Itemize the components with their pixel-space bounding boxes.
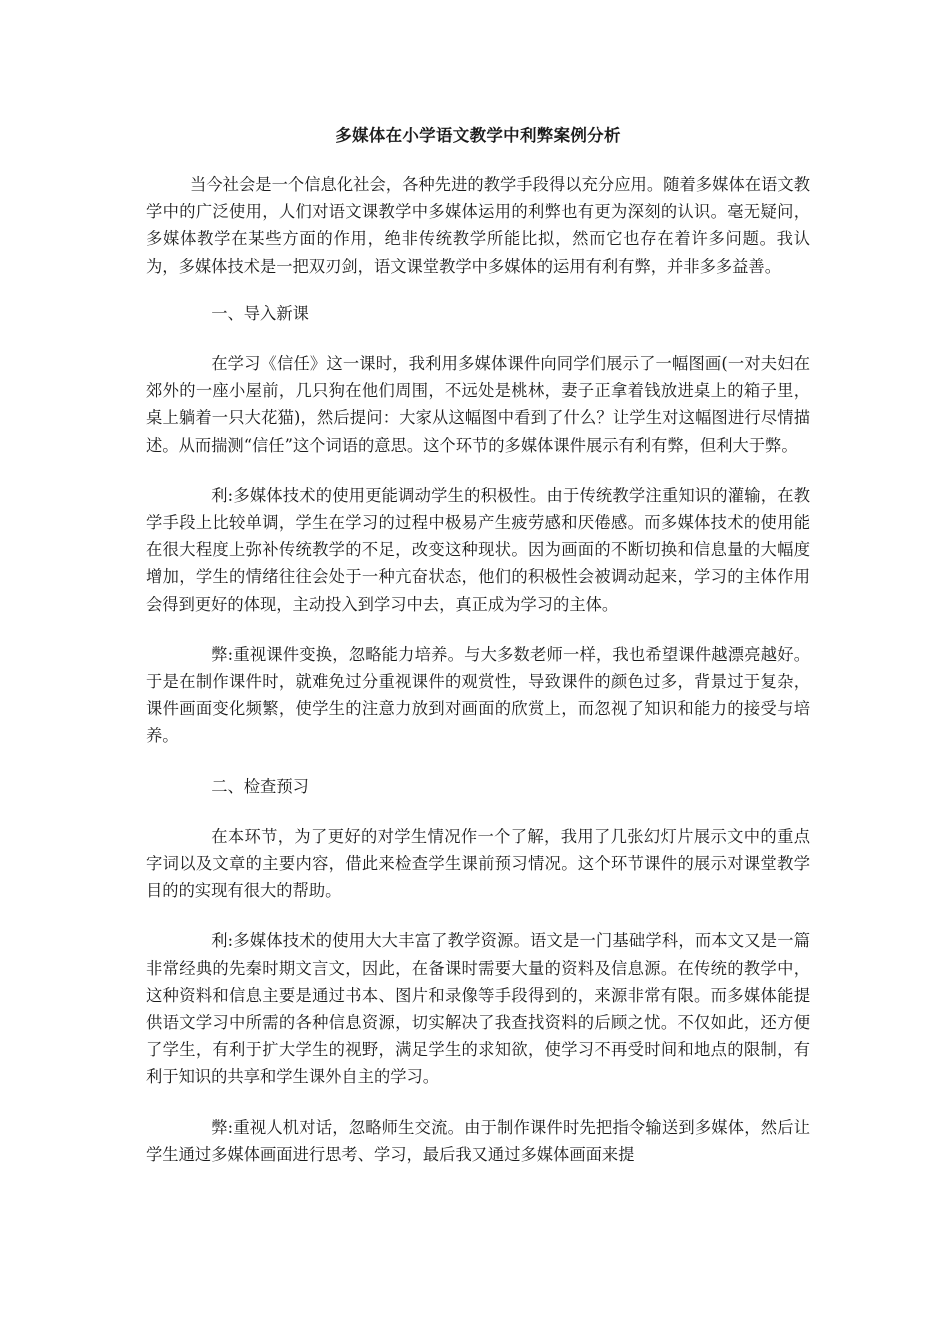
paragraph: 弊:重视课件变换，忽略能力培养。与大多数老师一样，我也希望课件越漂亮越好。于是在制作课件时，就难免过分重视课件的观赏性，导致课件的颜色过多，背景过于复杂，课件画面变化频繁，使学生的注意力放到对画面的欣赏上，而忽视了知识和能力的接受与培养。 <box>146 644 810 746</box>
section-heading-1: 一、导入新课 <box>211 303 309 323</box>
paragraph: 弊:重视人机对话，忽略师生交流。由于制作课件时先把指令输送到多媒体，然后让学生通过多媒体画面进行思考、学习，最后我又通过多媒体画面来提 <box>146 1117 810 1164</box>
document-body <box>146 122 810 1191</box>
paragraph: 在本环节，为了更好的对学生情况作一个了解，我用了几张幻灯片展示文中的重点字词以及文章的主要内容，借此来检查学生课前预习情况。这个环节课件的展示对课堂教学目的的实现有很大的帮助。 <box>146 826 810 901</box>
document-title: 多媒体在小学语文教学中利弊案例分析 <box>335 126 621 145</box>
paragraph: 利:多媒体技术的使用更能调动学生的积极性。由于传统教学注重知识的灌输，在教学手段上比较单调，学生在学习的过程中极易产生疲劳感和厌倦感。而多媒体技术的使用能在很大程度上弥补传统教学的不足，改变这种现状。因为画面的不断切换和信息量的大幅度增加，学生的情绪往往会处于一种亢奋状态，他们的积极性会被调动起来，学习的主体作用会得到更好的体现，主动投入到学习中去，真正成为学习的主体。 <box>146 485 810 614</box>
paragraph: 利:多媒体技术的使用大大丰富了教学资源。语文是一门基础学科，而本文又是一篇非常经典的先秦时期文言文，因此，在备课时需要大量的资料及信息源。在传统的教学中，这种资料和信息主要是通过书本、图片和录像等手段得到的，来源非常有限。而多媒体能提供语文学习中所需的各种信息资源，切实解决了我查找资料的后顾之忧。不仅如此，还方便了学生，有利于扩大学生的视野，满足学生的求知欲，使学习不再受时间和地点的限制，有利于知识的共享和学生课外自主的学习。 <box>146 931 810 1087</box>
paragraph-intro: 当今社会是一个信息化社会，各种先进的教学手段得以充分应用。随着多媒体在语文教学中的广泛使用，人们对语文课教学中多媒体运用的利弊也有更为深刻的认识。毫无疑问，多媒体教学在某些方面的作用，绝非传统教学所能比拟，然而它也存在着许多问题。我认为，多媒体技术是一把双刃剑，语文课堂教学中多媒体的运用有利有弊，并非多多益善。 <box>146 175 810 276</box>
paragraph: 在学习《信任》这一课时，我利用多媒体课件向同学们展示了一幅图画(一对夫妇在郊外的一座小屋前，几只狗在他们周围，不远处是桃林，妻子正拿着钱放进桌上的箱子里，桌上躺着一只大花猫)，然后提问：大家从这幅图中看到了什么？让学生对这幅图进行尽情描述。从而揣测“信任”这个词语的意思。这个环节的多媒体课件展示有利有弊，但利大于弊。 <box>146 354 810 455</box>
section-heading-2: 二、检查预习 <box>211 776 309 796</box>
